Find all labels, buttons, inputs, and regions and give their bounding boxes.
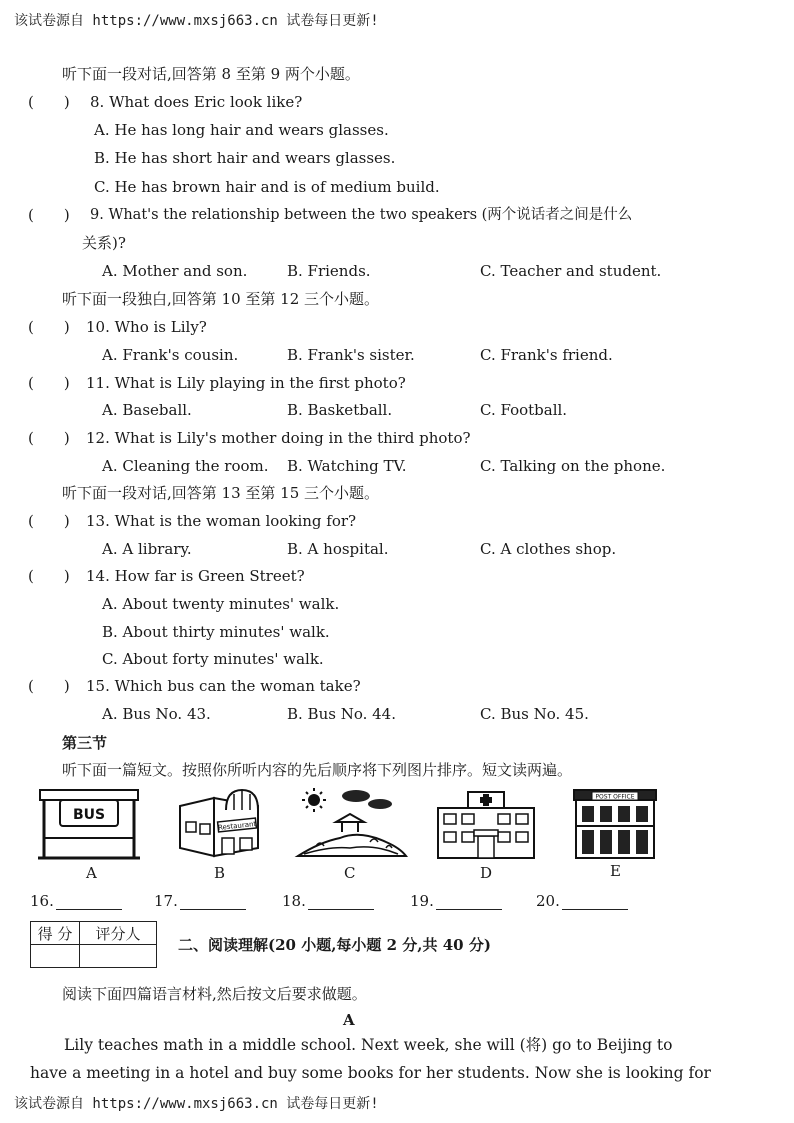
picture-label-d: D — [480, 864, 493, 882]
picture-label-e: E — [610, 862, 621, 880]
q8-option-c: C. He has brown hair and is of medium build. — [94, 178, 440, 196]
picture-label-c: C — [344, 864, 356, 882]
bus-sign-text: BUS — [72, 807, 106, 823]
q11-option-b: B. Basketball. — [287, 401, 393, 419]
question-10: 10. Who is Lily? — [86, 318, 207, 336]
question-11: 11. What is Lily playing in the first photo? — [86, 374, 406, 392]
question-12: 12. What is Lily's mother doing in the third photo? — [86, 429, 471, 447]
q10-option-c: C. Frank's friend. — [480, 346, 613, 364]
watermark-bottom: 该试卷源自 https://www.mxsj663.cn 试卷每日更新! — [14, 1096, 379, 1112]
part2-title: 二、阅读理解(20 小题,每小题 2 分,共 40 分) — [178, 936, 491, 954]
q14-option-c: C. About forty minutes' walk. — [102, 650, 324, 668]
instruction-q13-15: 听下面一段对话,回答第 13 至第 15 三个小题。 — [62, 484, 380, 502]
post-office-sign-text: POST OFFICE — [595, 793, 635, 801]
answer-blank-19[interactable]: 19. — [410, 892, 502, 910]
q9-option-b: B. Friends. — [287, 262, 371, 280]
q8-option-a: A. He has long hair and wears glasses. — [94, 121, 389, 139]
answer-paren-11[interactable]: ( ) — [28, 374, 70, 392]
answer-paren-14[interactable]: ( ) — [28, 567, 70, 585]
hospital-icon — [436, 786, 536, 862]
section3-title: 第三节 — [62, 734, 108, 752]
park-pavilion-icon — [290, 786, 410, 862]
q13-option-b: B. A hospital. — [287, 540, 389, 558]
instruction-q10-12: 听下面一段独白,回答第 10 至第 12 三个小题。 — [62, 290, 380, 308]
answer-paren-10[interactable]: ( ) — [28, 318, 70, 336]
q10-option-b: B. Frank's sister. — [287, 346, 415, 364]
q15-option-c: C. Bus No. 45. — [480, 705, 589, 723]
question-8: 8. What does Eric look like? — [90, 93, 303, 111]
q12-option-c: C. Talking on the phone. — [480, 457, 666, 475]
passage-a — [30, 1031, 711, 1087]
q12-option-b: B. Watching TV. — [287, 457, 407, 475]
answer-paren-13[interactable]: ( ) — [28, 512, 70, 530]
passage-line-2: have a meeting in a hotel and buy some books for her students. Now she is looking for — [30, 1064, 711, 1082]
answer-paren-9[interactable]: ( ) — [28, 206, 70, 224]
answer-paren-8[interactable]: ( ) — [28, 93, 70, 111]
score-cell[interactable] — [31, 945, 80, 968]
q9-option-c: C. Teacher and student. — [480, 262, 662, 280]
answer-paren-15[interactable]: ( ) — [28, 677, 70, 695]
q15-option-a: A. Bus No. 43. — [102, 705, 211, 723]
answer-paren-12[interactable]: ( ) — [28, 429, 70, 447]
question-15: 15. Which bus can the woman take? — [86, 677, 361, 695]
question-14: 14. How far is Green Street? — [86, 567, 305, 585]
answer-blank-16[interactable]: 16. — [30, 892, 122, 910]
q11-option-a: A. Baseball. — [102, 401, 192, 419]
watermark-top: 该试卷源自 https://www.mxsj663.cn 试卷每日更新! — [14, 13, 379, 29]
restaurant-icon — [174, 786, 266, 862]
q8-option-b: B. He has short hair and wears glasses. — [94, 149, 396, 167]
passage-label: A — [343, 1011, 355, 1029]
answer-blank-17[interactable]: 17. — [154, 892, 246, 910]
bus-stop-icon — [34, 786, 144, 862]
part2-instruction: 阅读下面四篇语言材料,然后按文后要求做题。 — [62, 985, 367, 1003]
answer-blank-18[interactable]: 18. — [282, 892, 374, 910]
question-9: 9. What's the relationship between the two speakers (两个说话者之间是什么 — [90, 207, 633, 223]
score-table — [30, 921, 157, 968]
section3-instruction: 听下面一篇短文。按照你所听内容的先后顺序将下列图片排序。短文读两遍。 — [62, 761, 573, 779]
q10-option-a: A. Frank's cousin. — [102, 346, 239, 364]
q9-option-a: A. Mother and son. — [102, 262, 248, 280]
q13-option-c: C. A clothes shop. — [480, 540, 617, 558]
grader-cell[interactable] — [80, 945, 157, 968]
score-header: 得 分 — [31, 922, 80, 945]
q13-option-a: A. A library. — [102, 540, 192, 558]
q12-option-a: A. Cleaning the room. — [102, 457, 269, 475]
question-13: 13. What is the woman looking for? — [86, 512, 357, 530]
post-office-icon — [570, 786, 660, 862]
picture-label-b: B — [214, 864, 226, 882]
passage-line-1: Lily teaches math in a middle school. Next week, she will (将) go to Beijing to — [64, 1036, 673, 1054]
question-9-cont: 关系)? — [82, 234, 126, 252]
answer-blank-20[interactable]: 20. — [536, 892, 628, 910]
q14-option-a: A. About twenty minutes' walk. — [102, 595, 340, 613]
q14-option-b: B. About thirty minutes' walk. — [102, 623, 330, 641]
instruction-q8-9: 听下面一段对话,回答第 8 至第 9 两个小题。 — [62, 65, 360, 83]
picture-label-a: A — [86, 864, 97, 882]
q11-option-c: C. Football. — [480, 401, 568, 419]
restaurant-sign-text: Restaurant — [217, 820, 257, 832]
grader-header: 评分人 — [80, 922, 157, 945]
q15-option-b: B. Bus No. 44. — [287, 705, 396, 723]
